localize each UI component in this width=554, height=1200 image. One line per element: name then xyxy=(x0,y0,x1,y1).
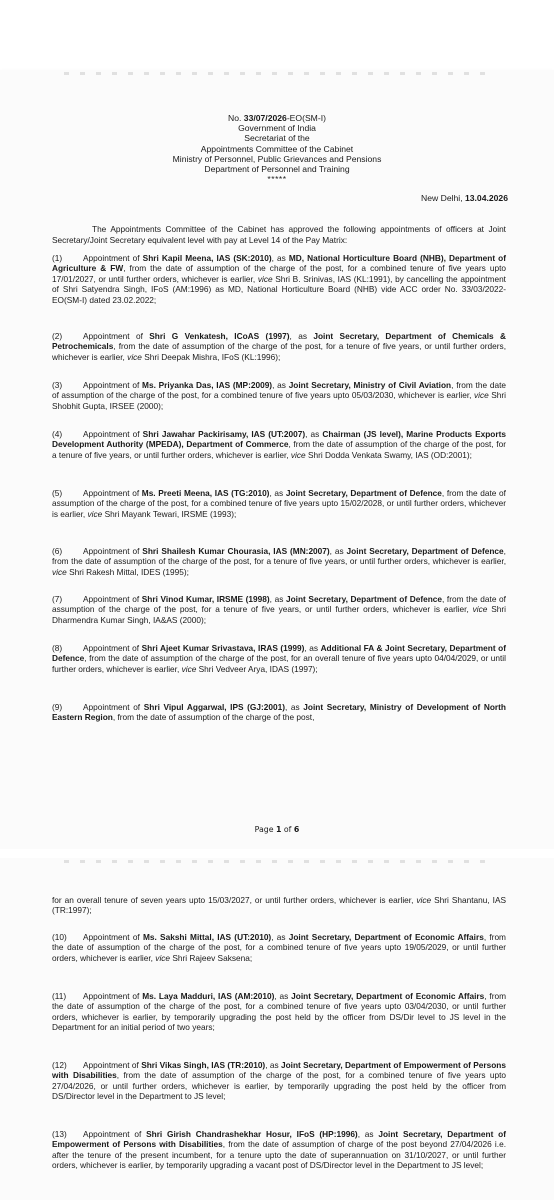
appointment-paragraph-8: (8) Appointment of Shri Ajeet Kumar Srivastava, IRAS (1999), as Additional FA & Joint Secretary, Department of Defence, from the date of assumption of the charge of the post, for an overall tenure of five years upto 04/04/2029, or until further orders, whichever is earlier, vice Shri Vedveer Arya, IDAS (1997); xyxy=(52,643,506,674)
document-page-2 xyxy=(0,858,554,1200)
intro-paragraph: The Appointments Committee of the Cabinet has approved the following appointments of officers at Joint Secretary/Joint Secretary equivalent level with pay at Level 14 of the Pay Matrix: xyxy=(52,224,506,245)
appointment-paragraph-3: (3) Appointment of Ms. Priyanka Das, IAS (MP:2009), as Joint Secretary, Ministry of Civil Aviation, from the date of assumption of the charge of the post, for a combined tenure of five years upto 05/03/2030, whichever is earlier, vice Shri Shobhit Gupta, IRSEE (2000); xyxy=(52,380,506,411)
appointment-paragraph-1: (1) Appointment of Shri Kapil Meena, IAS (SK:2010), as MD, National Horticulture Board (NHB), Department of Agriculture & FW, from the date of assumption of the charge of the post, for a combined tenure of five years upto 17/01/2027, or until further orders, whichever is earlier, vice Shri B. Srinivas, IAS (KL:1991), by cancelling the appointment of Shri Satyendra Singh, IFoS (AM:1996) as MD, National Horticulture Board (NHB) vide ACC order No. 33/03/2022-EO(SM-I) dated 23.02.2022; xyxy=(52,253,507,305)
appointment-paragraph-10: (10) Appointment of Ms. Sakshi Mittal, IAS (UT:2010), as Joint Secretary, Department of Economic Affairs, from the date of assumption of the charge of the post, for a combined tenure of five years upto 19/05/2029, or until further orders, whichever is earlier, vice Shri Rajeev Saksena; xyxy=(52,932,506,963)
appointment-paragraph-5: (5) Appointment of Ms. Preeti Meena, IAS (TG:2010), as Joint Secretary, Department of Defence, from the date of assumption of the charge of the post, for a combined tenure of five years upto 15/02/2028, or until further orders, whichever is earlier, vice Shri Mayank Tewari, IRSME (1993); xyxy=(52,488,506,519)
order-number: No. 33/07/2026-EO(SM-I) xyxy=(228,113,326,123)
appointment-paragraph-9-continued: for an overall tenure of seven years upto 15/03/2027, or until further orders, whichever is earlier, vice Shri Shantanu, IAS (TR:1997); xyxy=(52,895,507,916)
scan-edge-marks-2 xyxy=(64,860,490,863)
header-line-government: Government of India xyxy=(238,123,316,134)
appointment-paragraph-11: (11) Appointment of Ms. Laya Madduri, IAS (AM:2010), as Joint Secretary, Department of Economic Affairs, from the date of assumption of the charge of the post, for a combined tenure of five years upto 03/04/2030, or until further orders, whichever is earlier, by temporarily upgrading the post held by the officer from DS/Dir level to JS level in the Department for an initial period of two years; xyxy=(52,991,506,1033)
header-line-department: Department of Personnel and Training xyxy=(204,164,350,175)
scan-edge-marks xyxy=(64,72,490,75)
page-gap xyxy=(0,849,554,858)
header-line-ministry: Ministry of Personnel, Public Grievances and Pensions xyxy=(172,153,382,164)
appointment-paragraph-12: (12) Appointment of Shri Vikas Singh, IAS (TR:2010), as Joint Secretary, Department of Empowerment of Persons with Disabilities, from the date of assumption of the charge of the post, for a combined tenure of five years upto 27/04/2026, or until further orders, whichever is earlier, by temporarily upgrading the post held by the officer from DS/Director level in the Department to JS level; xyxy=(52,1060,506,1102)
appointment-paragraph-6: (6) Appointment of Shri Shailesh Kumar Chourasia, IAS (MN:2007), as Joint Secretary, Department of Defence, from the date of assumption of the charge of the post, for a tenure of five years, or until further orders, whichever is earlier, vice Shri Rakesh Mittal, IDES (1995); xyxy=(52,546,506,577)
page-number-footer: Page 1 of 6 xyxy=(254,825,300,834)
appointment-paragraph-9: (9) Appointment of Shri Vipul Aggarwal, IPS (GJ:2001), as Joint Secretary, Ministry of Development of North Eastern Region, from the date of assumption of the charge of the post, xyxy=(52,702,506,723)
header-line-secretariat: Secretariat of the xyxy=(244,133,310,144)
appointment-paragraph-4: (4) Appointment of Shri Jawahar Packirisamy, IAS (UT:2007), as Chairman (JS level), Marine Products Exports Development Authority (MPEDA), Department of Commerce, from the date of assumption of the charge of the post, for a tenure of five years, or until further orders, whichever is earlier, vice Shri Dodda Venkata Swamy, IAS (OD:2001); xyxy=(52,429,506,460)
document-header xyxy=(0,113,554,184)
appointment-paragraph-7: (7) Appointment of Shri Vinod Kumar, IRSME (1998), as Joint Secretary, Department of Defence, from the date of assumption of the charge of the post, for a tenure of five years, or until further orders, whichever is earlier, vice Shri Dharmendra Kumar Singh, IA&AS (2000); xyxy=(52,594,506,625)
document-page-1 xyxy=(0,70,554,849)
header-line-acc: Appointments Committee of the Cabinet xyxy=(200,143,354,154)
order-date: New Delhi, 13.04.2026 xyxy=(421,193,508,203)
appointment-paragraph-13: (13) Appointment of Shri Girish Chandrashekhar Hosur, IFoS (HP:1996), as Joint Secretary, Department of Empowerment of Persons with Disabilities, from the date of assumption of charge of the post beyond 27/04/2026 i.e. after the tenure of the present incumbent, for a tenure upto the date of superannuation on 31/10/2027, or until further orders, whichever is earlier, by temporarily upgrading a vacant post of DS/Director level in the Department to JS level; xyxy=(52,1129,507,1171)
appointment-paragraph-2: (2) Appointment of Shri G Venkatesh, ICoAS (1997), as Joint Secretary, Department of Chemicals & Petrochemicals, from the date of assumption of the charge of the post, for a tenure of five years, or until further orders, whichever is earlier, vice Shri Deepak Mishra, IFoS (KL:1996); xyxy=(52,331,506,362)
header-stars: ***** xyxy=(267,174,287,185)
